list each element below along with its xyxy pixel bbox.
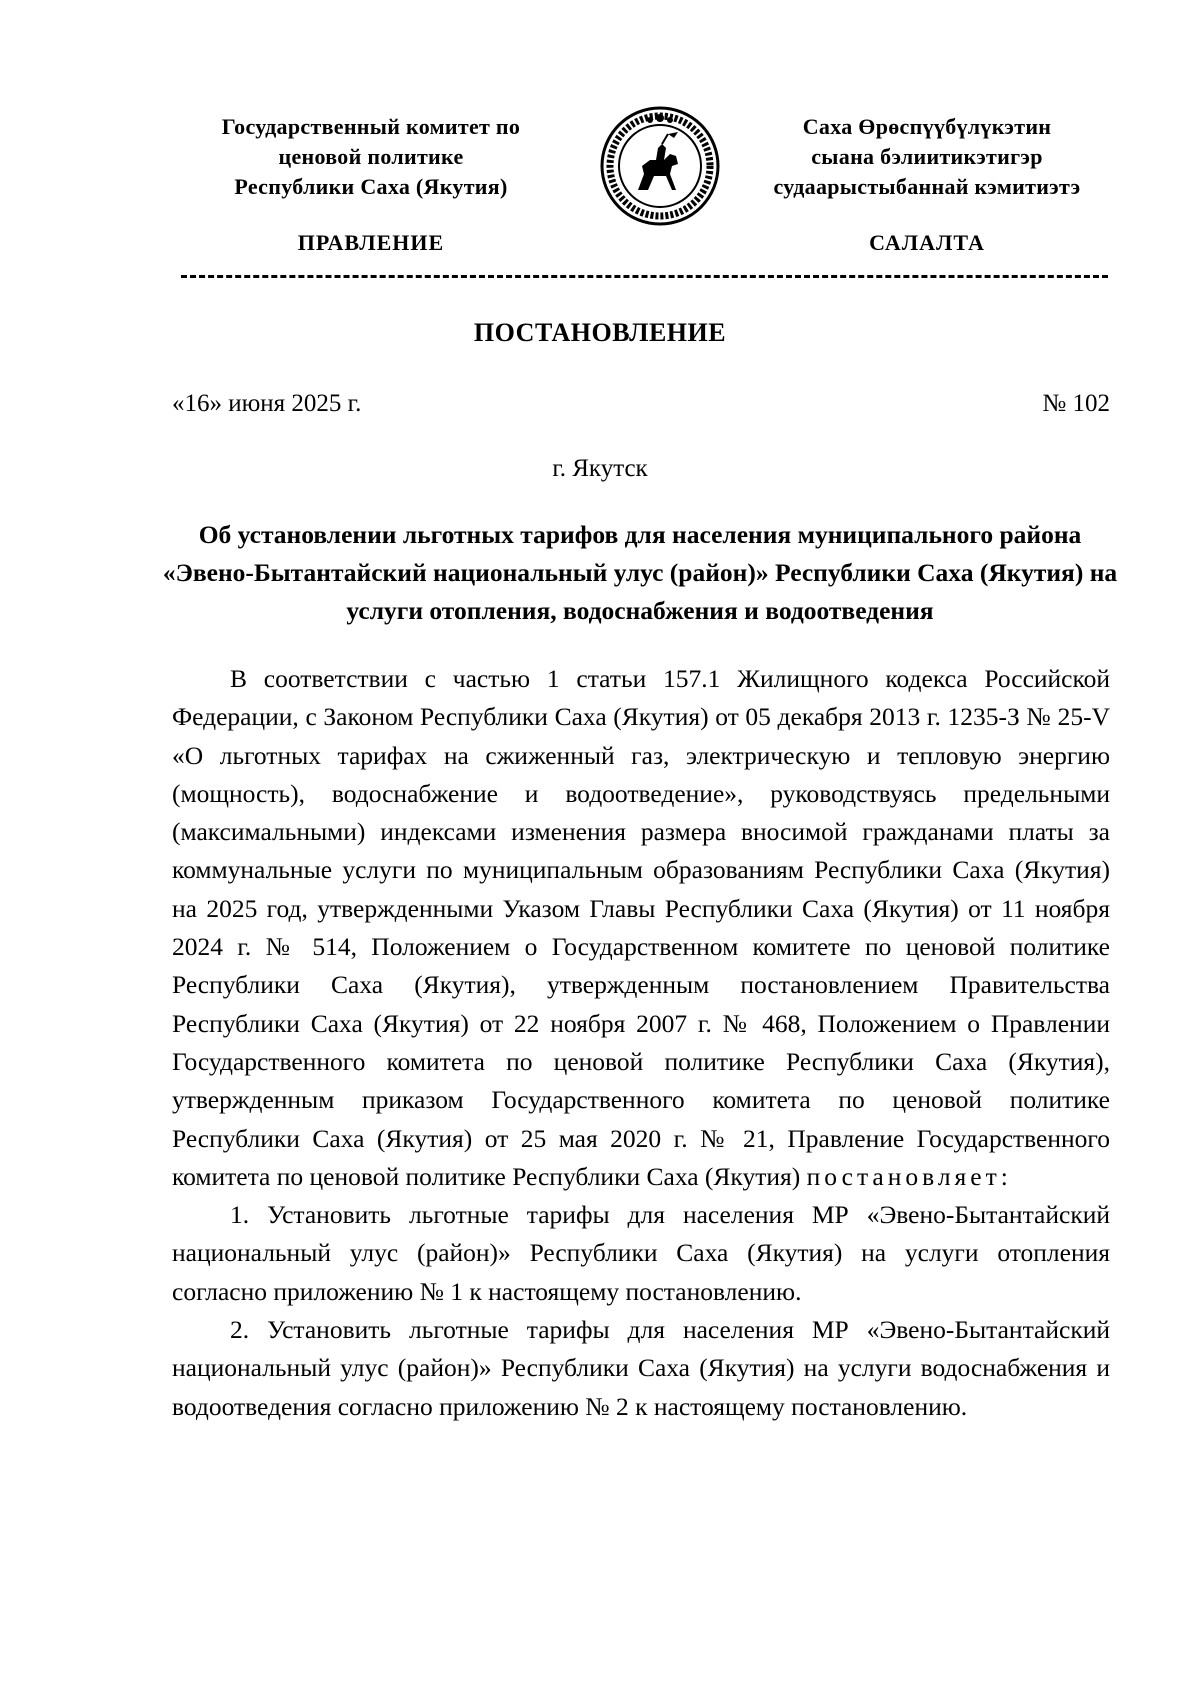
org-sakha-line: сыана бэлиитикэтигэр: [811, 144, 1043, 169]
org-sakha-line: судаарыстыбаннай кэмитиэтэ: [773, 174, 1081, 199]
board-label-russian: ПРАВЛЕНИЕ: [297, 230, 445, 255]
organization-name-sakha: [742, 112, 1112, 202]
org-ru-line: Республики Саха (Якутия): [234, 174, 508, 199]
document-date: «16» июня 2025 г.: [172, 390, 362, 417]
preamble-text: В соответствии с частью 1 статьи 157.1 Жилищного кодекса Российской Федерации, с Законом Республики Саха (Якутия) от 05 декабря 2013 г. 1235-З № 25-V «О льготных тарифах на сжиженный газ, электрическую и тепловую энергию (мощность), водоснабжение и водоотведение», руководствуясь предельными (максимальными) индексами изменения размера вносимой гражданами платы за коммунальные услуги по муниципальным образованиям Республики Саха (Якутия) на 2025 год, утвержденными Указом Главы Республики Саха (Якутия) от 11 ноября 2024 г. № 514, Положением о Государственном комитете по ценовой политике Республики Саха (Якутия), утвержденным постановлением Правительства Республики Саха (Якутия) от 22 ноября 2007 г. № 468, Положением о Правлении Государственного комитета по ценовой политике Республики Саха (Якутия), утвержденным приказом Государственного комитета по ценовой политике Республики Саха (Якутия) от 25 мая 2020 г. № 21, Правление Государственного комитета по ценовой политике Республики Саха (Якутия): [172, 664, 1110, 1191]
org-ru-line: ценовой политике: [278, 144, 464, 169]
decree-item-1: 1. Установить льготные тарифы для населения МР «Эвено-Бытантайский национальный улус (район)» Республики Саха (Якутия) на услуги отопления согласно приложению № 1 к настоящему постановлению.: [172, 1200, 1110, 1306]
preamble-paragraph: [172, 660, 1110, 1196]
header-divider: [181, 275, 1108, 278]
coat-of-arms-emblem-icon: [598, 104, 722, 228]
org-sakha-line: Саха Өрөспүүбүлүкэтин: [802, 114, 1052, 139]
decree-word: постановляет:: [806, 1161, 1012, 1191]
document-body: [172, 660, 1110, 1426]
organization-name-russian: [186, 112, 556, 202]
document-city: г. Якутск: [552, 455, 648, 482]
document-number: № 102: [1042, 390, 1110, 417]
document-subject: Об установлении льготных тарифов для населения муниципального района «Эвено-Бытантайский национальный улус (район)» Республики Саха (Якутия) на услуги отопления, водоснабжения и водоотведения: [162, 520, 1118, 625]
org-ru-line: Государственный комитет по: [221, 114, 521, 139]
board-label-sakha: САЛАЛТА: [869, 230, 985, 255]
decree-item-2: 2. Установить льготные тарифы для населения МР «Эвено-Бытантайский национальный улус (район)» Республики Саха (Якутия) на услуги водоснабжения и водоотведения согласно приложению № 2 к настоящему постановлению.: [172, 1315, 1110, 1421]
document-type-title: ПОСТАНОВЛЕНИЕ: [473, 318, 727, 347]
document-header: [0, 112, 1200, 262]
